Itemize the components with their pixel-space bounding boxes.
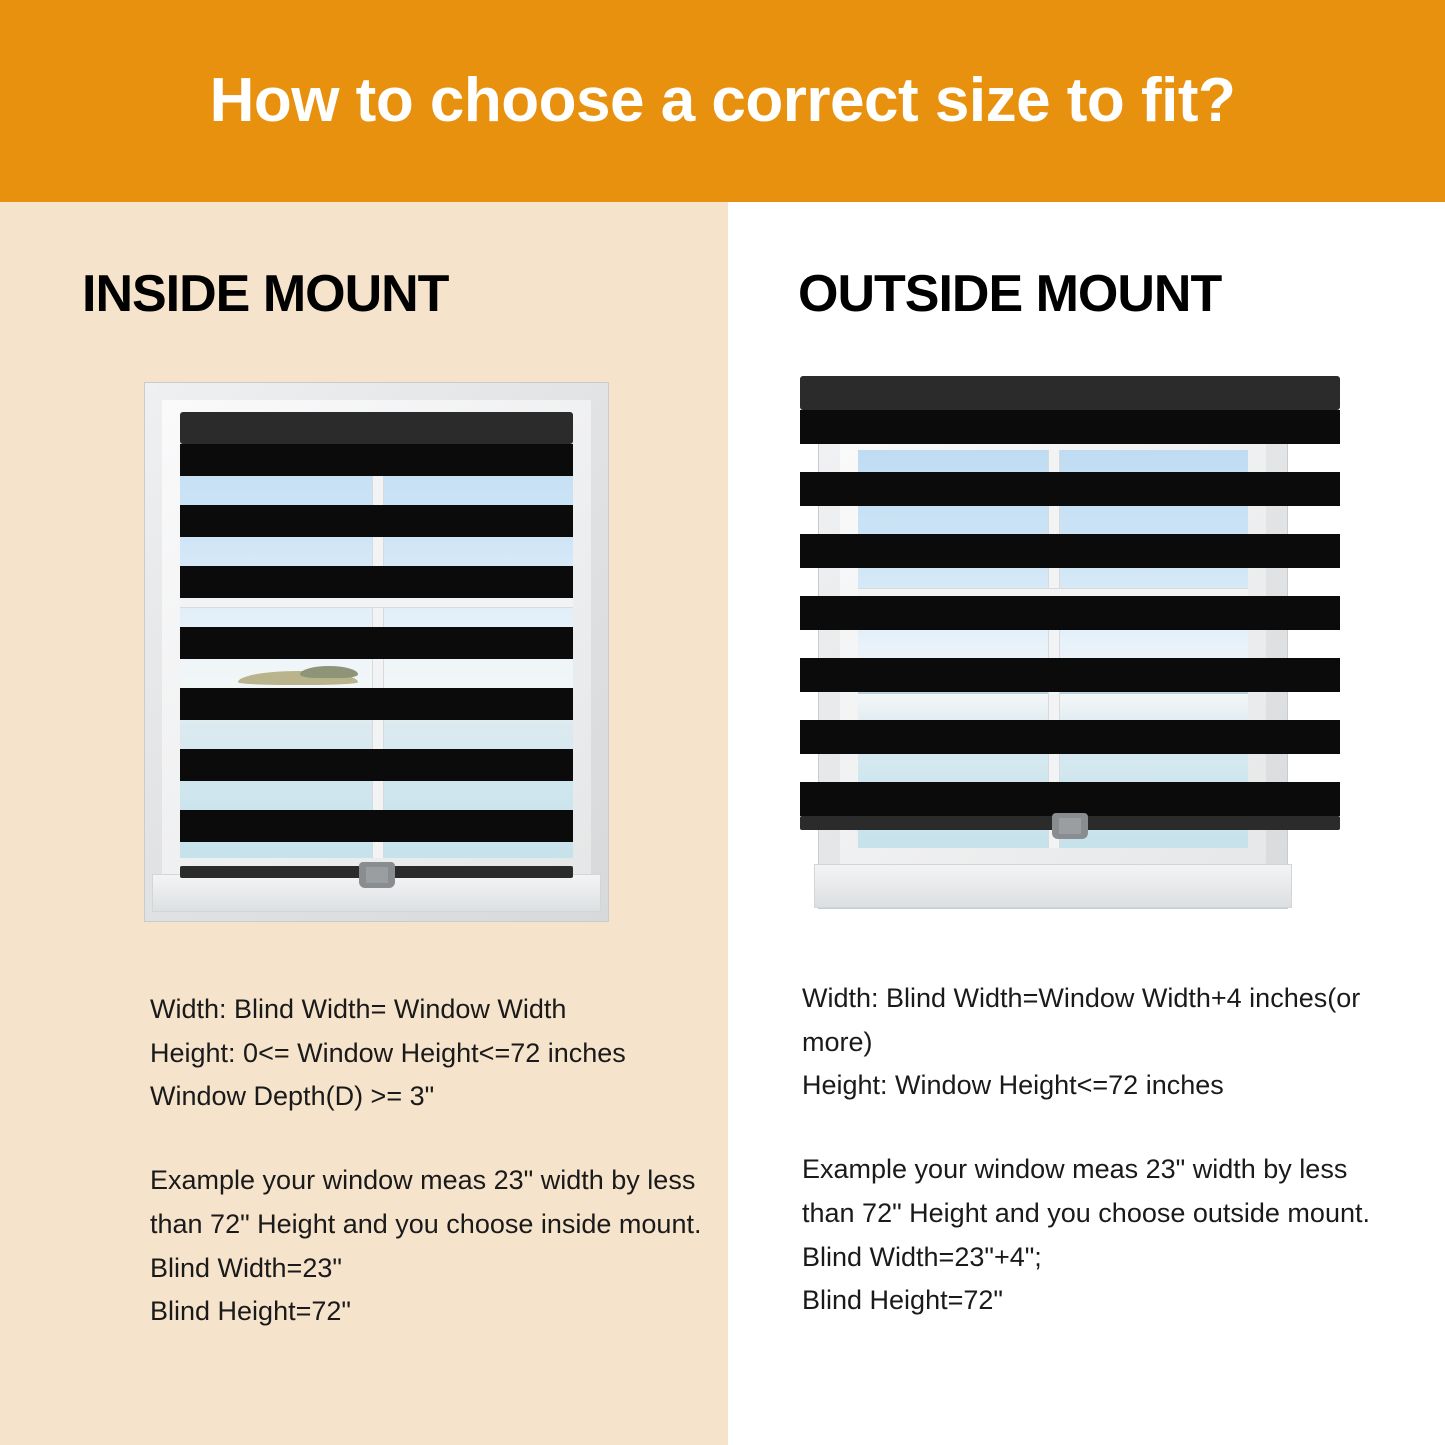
outside-mount-title: OUTSIDE MOUNT	[798, 265, 1222, 323]
outside-example-line-1: Example your window meas 23" width by less than 72" Height and you choose outside mount.	[802, 1154, 1370, 1228]
inside-example-line-2: Blind Width=23"	[150, 1252, 342, 1283]
blind-zebra-stripes	[180, 444, 573, 866]
inside-example-line-3: Blind Height=72"	[150, 1296, 351, 1327]
blind-zebra-stripes	[800, 410, 1340, 835]
outside-spec-line-1: Width: Blind Width=Window Width+4 inches(or more)	[802, 983, 1361, 1057]
inside-spec-line-3: Window Depth(D) >= 3"	[150, 1081, 435, 1112]
comparison-body	[0, 202, 1445, 1445]
inside-spec-line-1: Width: Blind Width= Window Width	[150, 994, 567, 1024]
outside-example-line-3: Blind Height=72"	[802, 1285, 1003, 1316]
blind-valance	[180, 412, 573, 444]
window-sill	[814, 864, 1292, 908]
inside-mount-illustration	[144, 382, 609, 922]
blind-pull-tab[interactable]	[1052, 813, 1088, 839]
inside-example-line-1: Example your window meas 23" width by less than 72" Height and you choose inside mount.	[150, 1165, 702, 1239]
inside-spec-line-2: Height: 0<= Window Height<=72 inches	[150, 1037, 626, 1068]
outside-spec-line-2: Height: Window Height<=72 inches	[802, 1070, 1224, 1101]
inside-mount-panel	[0, 202, 728, 1445]
blind-valance	[800, 376, 1340, 410]
outside-mount-example	[802, 1148, 1382, 1323]
outside-mount-illustration	[800, 376, 1340, 921]
outside-mount-panel	[728, 202, 1445, 1445]
outside-example-line-2: Blind Width=23"+4";	[802, 1241, 1042, 1272]
blind-pull-tab[interactable]	[359, 862, 395, 888]
inside-mount-example	[150, 1159, 710, 1334]
header-banner	[0, 0, 1445, 202]
inside-mount-title: INSIDE MOUNT	[82, 265, 449, 323]
inside-mount-specs	[150, 988, 750, 1119]
page-title: How to choose a correct size to fit?	[209, 65, 1236, 135]
outside-mount-specs	[802, 977, 1402, 1108]
